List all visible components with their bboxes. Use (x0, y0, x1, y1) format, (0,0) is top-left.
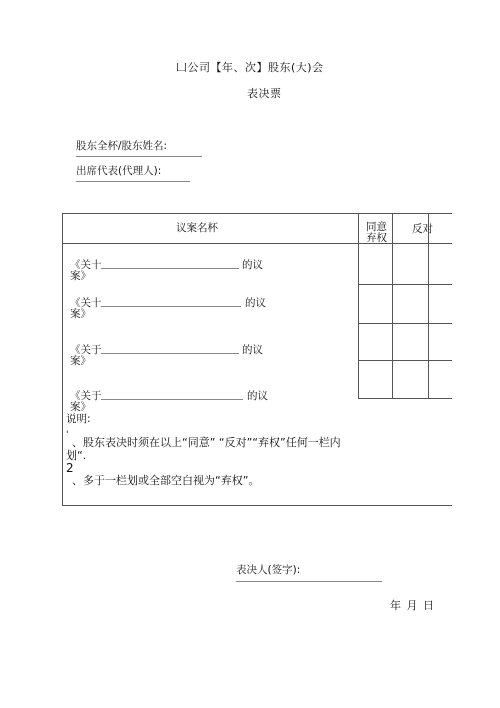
note-1-text-line2: 划“. (66, 449, 87, 462)
header-oppose: 反对 (412, 223, 433, 235)
note-2-text: 、多于一栏划或全部空白视为“弃权”。 (72, 474, 260, 487)
table-row-divider (358, 360, 452, 361)
representative-field[interactable] (76, 181, 190, 182)
table-header-divider (62, 243, 452, 244)
table-row-divider (358, 323, 452, 324)
proposal-prefix: 《关十 (70, 297, 102, 309)
header-agree: 同意 (366, 221, 387, 233)
proposal-prefix: 《关十 (70, 259, 102, 271)
proposal-suffix-line2: 案》 (70, 270, 91, 282)
table-column-divider (392, 213, 393, 398)
table-border-left (62, 213, 63, 505)
note-2-marker: 2 (66, 461, 74, 475)
table-border-top (62, 213, 452, 214)
proposal-name-field[interactable] (101, 306, 241, 307)
document-title: 凵公司【年、次】股东(大)会 (176, 61, 324, 74)
document-subtitle: 表决票 (247, 87, 282, 100)
signature-field[interactable] (236, 581, 382, 582)
header-abstain: 弃权 (366, 232, 387, 244)
note-1-marker: ' (66, 430, 69, 440)
table-row-divider (358, 284, 452, 285)
note-1-text: 、股东表决时须在以上“同意” “反对”“弃权”任何一栏内 (72, 436, 341, 449)
notes-title: 说明: (66, 413, 91, 425)
table-column-divider (428, 213, 429, 398)
proposal-suffix: 的议 (245, 297, 266, 309)
proposal-name-field[interactable] (101, 268, 239, 269)
proposal-suffix-line2: 案》 (70, 308, 91, 320)
proposal-prefix: 《关于 (70, 344, 102, 356)
proposal-suffix-line2: 案》 (70, 355, 91, 367)
proposal-prefix: 《关于 (70, 390, 102, 402)
proposal-name-field[interactable] (101, 353, 239, 354)
representative-label: 出席代表(代理人): (76, 165, 162, 177)
table-column-divider (358, 213, 359, 398)
proposal-suffix: 的议 (247, 390, 268, 402)
proposal-suffix: 的议 (242, 344, 263, 356)
table-row-divider (358, 398, 452, 399)
signer-label: 表决人(签字): (236, 564, 301, 576)
proposal-suffix: 的议 (242, 259, 263, 271)
proposal-suffix-line2: 案》 (70, 401, 91, 413)
table-border-bottom (62, 505, 452, 506)
shareholder-name-label: 股东全杯/股东姓名: (76, 140, 168, 152)
shareholder-name-field[interactable] (76, 156, 202, 157)
header-proposal-name: 议案名杯 (176, 222, 218, 234)
proposal-name-field[interactable] (101, 399, 243, 400)
date-label: 年 月 日 (390, 599, 435, 612)
